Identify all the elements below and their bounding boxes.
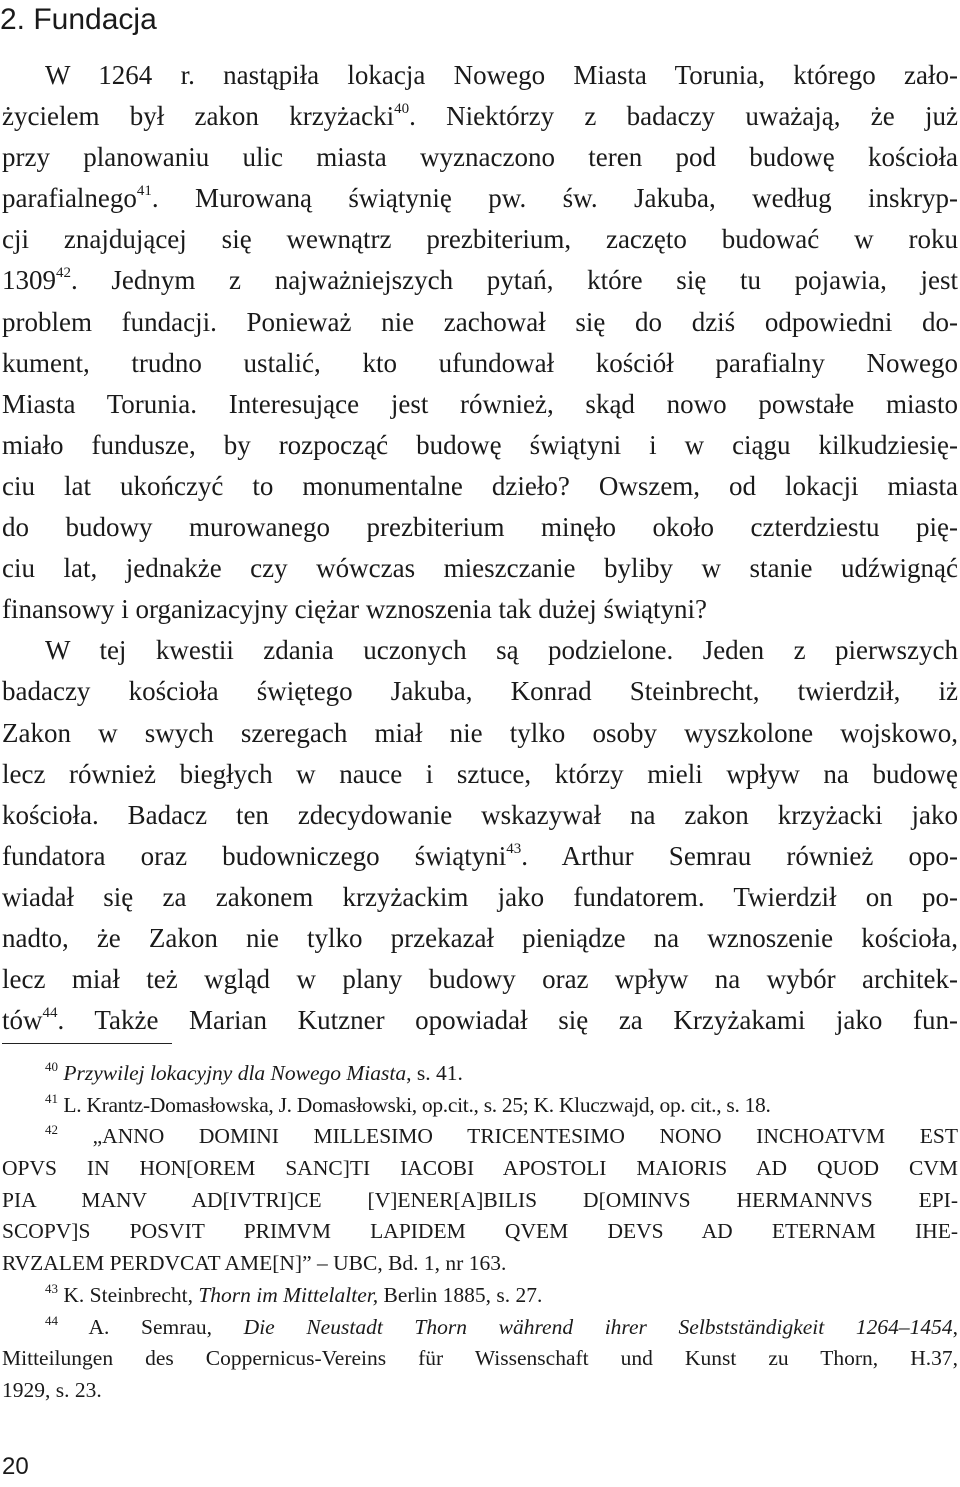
body-line: Miasta Torunia. Interesujące jest również, skąd nowo powstałe miasto bbox=[2, 388, 958, 419]
body-line: nadto, że Zakon nie tylko przekazał pieniądze na wznoszenie kościoła, bbox=[2, 922, 958, 953]
footnote-44-line: 1929, s. 23. bbox=[2, 1377, 102, 1402]
footnote-ref-44[interactable]: 44 bbox=[42, 1005, 58, 1022]
footnote-44-line: Mitteilungen des Coppernicus-Vereins für Wissenschaft und Kunst zu Thorn, H.37, bbox=[2, 1346, 958, 1371]
body-line: tów$^{44}$. Także Marian Kutzner opowiadał się za Krzyżakami jako fun- bbox=[2, 1005, 958, 1036]
body-line: życielem był zakon krzyżacki$^{40}$. Niektórzy z badaczy uważają, że już bbox=[2, 101, 958, 132]
body-line: przy planowaniu ulic miasta wyznaczono teren pod budowę kościoła bbox=[2, 142, 958, 173]
footnote-41: $^{41}$ L. Krantz-Domasłowska, J. Domasłowski, op.cit., s. 25; K. Kluczwajd, op. cit., s. 18. bbox=[45, 1090, 771, 1117]
footnotes bbox=[2, 1058, 958, 1407]
footnote-42-line: RVZALEM PERDVCAT AME[N]” – UBC, Bd. 1, nr 163. bbox=[2, 1251, 507, 1276]
footnote-40: $^{40}$ Przywilej lokacyjny dla Nowego Miasta, s. 41. bbox=[45, 1059, 463, 1085]
body-line: Zakon w swych szeregach miał nie tylko osoby wyszkolone wojskowo, bbox=[2, 717, 958, 748]
body-line: W tej kwestii zdania uczonych są podzielone. Jeden z pierwszych bbox=[45, 635, 958, 666]
body-line: ciu lat, jednakże czy wówczas mieszczanie byliby w stanie udźwignąć bbox=[2, 553, 958, 584]
body-line: kościoła. Badacz ten zdecydowanie wskazywał na zakon krzyżacki jako bbox=[2, 799, 958, 830]
page-number: 20 bbox=[2, 1453, 29, 1480]
footnote-ref-41[interactable]: 41 bbox=[136, 183, 152, 200]
body-line: lecz miał też wgląd w plany budowy oraz wpływ na wybór architek- bbox=[2, 964, 958, 995]
footnote-separator bbox=[2, 1043, 172, 1044]
body-text bbox=[2, 55, 958, 1041]
body-line: miało fundusze, by rozpocząć budowę świątyni i w ciągu kilkudziesię- bbox=[2, 429, 958, 460]
footnote-42-line: SCOPV]S POSVIT PRIMVM LAPIDEM QVEM DEVS AD ETERNAM IHE- bbox=[2, 1219, 958, 1244]
body-line: lecz również biegłych w nauce i sztuce, którzy mieli wpływ na budowę bbox=[2, 758, 958, 789]
body-line: finansowy i organizacyjny ciężar wznoszenia tak dużej świątyni? bbox=[2, 594, 707, 625]
body-line: ciu lat ukończyć to monumentalne dzieło? Owszem, od lokacji miasta bbox=[2, 470, 958, 501]
footnote-43: $^{43}$ K. Steinbrecht, Thorn im Mittelalter, Berlin 1885, s. 27. bbox=[45, 1280, 543, 1307]
section-heading: 2. Fundacja bbox=[0, 3, 157, 36]
body-line: W 1264 r. nastąpiła lokacja Nowego Miasta Torunia, którego zało- bbox=[45, 60, 958, 90]
footnote-ref-43[interactable]: 43 bbox=[506, 840, 522, 857]
footnote-ref-42[interactable]: 42 bbox=[56, 265, 71, 282]
body-line: fundatora oraz budowniczego świątyni$^{43}$. Arthur Semrau również opo- bbox=[2, 840, 959, 871]
body-line: problem fundacji. Ponieważ nie zachował się do dziś odpowiedni do- bbox=[2, 306, 958, 337]
body-line: do budowy murowanego prezbiterium minęło około czterdziestu pię- bbox=[2, 512, 958, 543]
body-line: 1309$^{42}$. Jednym z najważniejszych pytań, które się tu pojawia, jest bbox=[2, 265, 958, 296]
body-line: cji znajdującej się wewnątrz prezbiterium, zaczęto budować w roku bbox=[2, 224, 958, 255]
body-line: badaczy kościoła świętego Jakuba, Konrad Steinbrecht, twierdził, iż bbox=[2, 676, 958, 707]
footnote-42-line: OPVS IN HON[OREM SANC]TI IACOBI APOSTOLI MAIORIS AD QUOD CVM bbox=[2, 1156, 958, 1181]
footnote-44: $^{44}$ A. Semrau, Die Neustadt Thorn während ihrer Selbstständigkeit 1264–1454, bbox=[45, 1312, 958, 1339]
footnote-42: $^{42}$ „ANNO DOMINI MILLESIMO TRICENTESIMO NONO INCHOATVM EST bbox=[45, 1122, 959, 1149]
body-line: kument, trudno ustalić, kto ufundował kościół parafialny Nowego bbox=[2, 347, 958, 378]
footnote-42-line: PIA MANV AD[IVTRI]CE [V]ENER[A]BILIS D[OMINVS HERMANNVS EPI- bbox=[2, 1187, 958, 1212]
body-line: wiadał się za zakonem krzyżackim jako fundatorem. Twierdził on po- bbox=[2, 881, 958, 912]
footnote-ref-40[interactable]: 40 bbox=[394, 101, 410, 118]
body-line: parafialnego$^{41}$. Murowaną świątynię pw. św. Jakuba, według inskryp- bbox=[2, 183, 958, 214]
